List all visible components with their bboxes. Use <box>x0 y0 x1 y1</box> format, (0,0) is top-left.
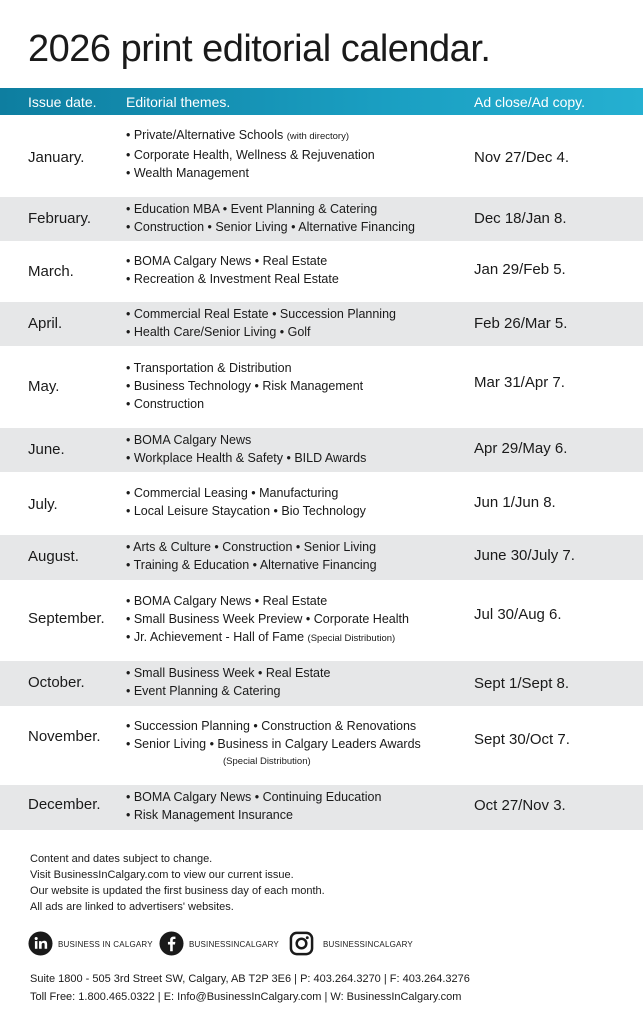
table-row <box>0 115 643 197</box>
ad-close-date: Nov 27/Dec 4. <box>474 149 570 166</box>
note-line: Content and dates subject to change. <box>30 853 213 865</box>
theme-line <box>126 200 415 218</box>
theme-line <box>126 377 363 395</box>
table-row <box>0 428 643 472</box>
ad-close-date: June 30/July 7. <box>474 547 575 564</box>
instagram-label: BUSINESSINCALGARY <box>323 940 413 949</box>
ad-close-date: Oct 27/Nov 3. <box>474 797 566 814</box>
theme-line <box>126 788 381 806</box>
table-row <box>0 302 643 346</box>
page-title: 2026 print editorial calendar. <box>28 28 491 70</box>
theme-line <box>126 502 366 520</box>
issue-month: January. <box>28 149 85 166</box>
calendar-table <box>0 115 643 830</box>
theme-note: (Special Distribution) <box>307 633 396 644</box>
theme-line <box>126 610 409 628</box>
contact-address-line: Suite 1800 - 505 3rd Street SW, Calgary, AB T2P 3E6 | P: 403.264.3270 | F: 403.264.3276 <box>30 973 470 985</box>
theme-line <box>126 628 409 648</box>
table-header <box>0 88 643 115</box>
table-row <box>0 197 643 241</box>
theme-text: • Jr. Achievement - Hall of Fame <box>126 630 308 644</box>
theme-text: • Construction • Senior Living • Alternative Financing <box>126 220 415 234</box>
editorial-themes <box>126 305 396 341</box>
theme-line <box>126 806 381 824</box>
theme-text: • Wealth Management <box>126 166 249 180</box>
theme-text: • Education MBA • Event Planning & Catering <box>126 202 378 216</box>
theme-text: • Event Planning & Catering <box>126 684 281 698</box>
theme-line <box>126 592 409 610</box>
table-row <box>0 661 643 706</box>
distribution-note: (Special Distribution) <box>223 756 311 767</box>
ad-close-date: Sept 30/Oct 7. <box>474 731 570 748</box>
theme-line <box>126 270 339 288</box>
theme-text: • Transportation & Distribution <box>126 361 292 375</box>
issue-month: December. <box>28 796 101 813</box>
column-header-ad-close: Ad close/Ad copy. <box>474 94 586 110</box>
editorial-themes <box>126 252 339 288</box>
theme-line <box>126 359 363 377</box>
table-row <box>0 580 643 661</box>
theme-text: • Business Technology • Risk Management <box>126 379 364 393</box>
issue-month: March. <box>28 263 74 280</box>
editorial-themes <box>126 359 363 413</box>
theme-text: • Small Business Week • Real Estate <box>126 666 331 680</box>
theme-line <box>126 126 375 146</box>
editorial-themes <box>126 484 366 520</box>
editorial-themes <box>126 592 409 648</box>
theme-line <box>126 556 377 574</box>
theme-text: • Commercial Leasing • Manufacturing <box>126 486 339 500</box>
ad-close-date: Feb 26/Mar 5. <box>474 315 568 332</box>
theme-line <box>126 252 339 270</box>
table-row <box>0 472 643 535</box>
column-header-themes: Editorial themes. <box>126 94 231 110</box>
issue-month: October. <box>28 674 85 691</box>
theme-text: • Local Leisure Staycation • Bio Technology <box>126 504 366 518</box>
theme-text: • BOMA Calgary News <box>126 433 252 447</box>
contact-web-line: Toll Free: 1.800.465.0322 | E: Info@BusinessInCalgary.com | W: BusinessInCalgary.com <box>30 991 462 1003</box>
ad-close-date: Sept 1/Sept 8. <box>474 675 570 692</box>
theme-text: • Small Business Week Preview • Corporate Health <box>126 612 409 626</box>
theme-line <box>126 146 375 164</box>
issue-month: April. <box>28 315 63 332</box>
table-row <box>0 706 643 785</box>
facebook-icon <box>159 931 184 956</box>
theme-line <box>126 538 377 556</box>
theme-text: • BOMA Calgary News • Continuing Education <box>126 790 382 804</box>
note-line: Visit BusinessInCalgary.com to view our current issue. <box>30 869 294 881</box>
theme-line <box>126 484 366 502</box>
editorial-themes <box>126 431 366 467</box>
notes <box>30 851 325 915</box>
theme-text: • Risk Management Insurance <box>126 808 293 822</box>
instagram-icon <box>289 931 314 956</box>
linkedin-icon <box>28 931 53 956</box>
theme-text: • BOMA Calgary News • Real Estate <box>126 594 328 608</box>
ad-close-date: Apr 29/May 6. <box>474 440 568 457</box>
theme-text: • Recreation & Investment Real Estate <box>126 272 339 286</box>
theme-text: • Commercial Real Estate • Succession Planning <box>126 307 396 321</box>
note-line: All ads are linked to advertisers' websites. <box>30 901 234 913</box>
table-row <box>0 346 643 428</box>
theme-text: • Corporate Health, Wellness & Rejuvenation <box>126 148 375 162</box>
theme-line <box>126 164 375 182</box>
table-row <box>0 535 643 580</box>
theme-text: • Training & Education • Alternative Financing <box>126 558 377 572</box>
theme-text: • Health Care/Senior Living • Golf <box>126 325 311 339</box>
theme-line <box>126 305 396 323</box>
theme-line <box>126 664 330 682</box>
theme-text: • BOMA Calgary News • Real Estate <box>126 254 328 268</box>
theme-note: (with directory) <box>286 131 349 142</box>
issue-month: June. <box>28 441 65 458</box>
social-links <box>28 931 628 959</box>
linkedin-label: BUSINESS IN CALGARY <box>58 940 153 949</box>
ad-close-date: Mar 31/Apr 7. <box>474 374 565 391</box>
editorial-themes <box>126 664 330 700</box>
theme-line <box>126 717 421 735</box>
editorial-themes <box>126 788 381 824</box>
theme-text: • Private/Alternative Schools <box>126 128 287 142</box>
theme-line <box>126 395 363 413</box>
ad-close-date: Dec 18/Jan 8. <box>474 210 567 227</box>
theme-text: • Construction <box>126 397 205 411</box>
issue-month: July. <box>28 496 58 513</box>
editorial-themes <box>126 126 375 182</box>
facebook-label: BUSINESSINCALGARY <box>189 940 279 949</box>
issue-month: November. <box>28 728 101 745</box>
table-row <box>0 785 643 830</box>
theme-text: • Workplace Health & Safety • BILD Awards <box>126 451 367 465</box>
column-header-issue-date: Issue date. <box>28 94 97 110</box>
issue-month: August. <box>28 548 79 565</box>
theme-text: • Succession Planning • Construction & Renovations <box>126 719 417 733</box>
theme-text: • Senior Living • Business in Calgary Leaders Awards <box>126 737 421 751</box>
issue-month: May. <box>28 378 60 395</box>
ad-close-date: Jan 29/Feb 5. <box>474 261 566 278</box>
editorial-themes <box>126 717 421 771</box>
theme-line <box>126 682 330 700</box>
theme-text: • Arts & Culture • Construction • Senior Living <box>126 540 377 554</box>
note-line: Our website is updated the first business day of each month. <box>30 885 325 897</box>
theme-line <box>126 735 421 753</box>
issue-month: February. <box>28 210 92 227</box>
theme-line <box>126 218 415 236</box>
ad-close-date: Jul 30/Aug 6. <box>474 606 562 623</box>
theme-line <box>126 449 366 467</box>
theme-line <box>126 323 396 341</box>
issue-month: September. <box>28 610 105 627</box>
ad-close-date: Jun 1/Jun 8. <box>474 494 556 511</box>
table-row <box>0 241 643 302</box>
contact-info <box>30 970 470 1006</box>
theme-line <box>126 431 366 449</box>
editorial-themes <box>126 538 377 574</box>
editorial-themes <box>126 200 415 236</box>
